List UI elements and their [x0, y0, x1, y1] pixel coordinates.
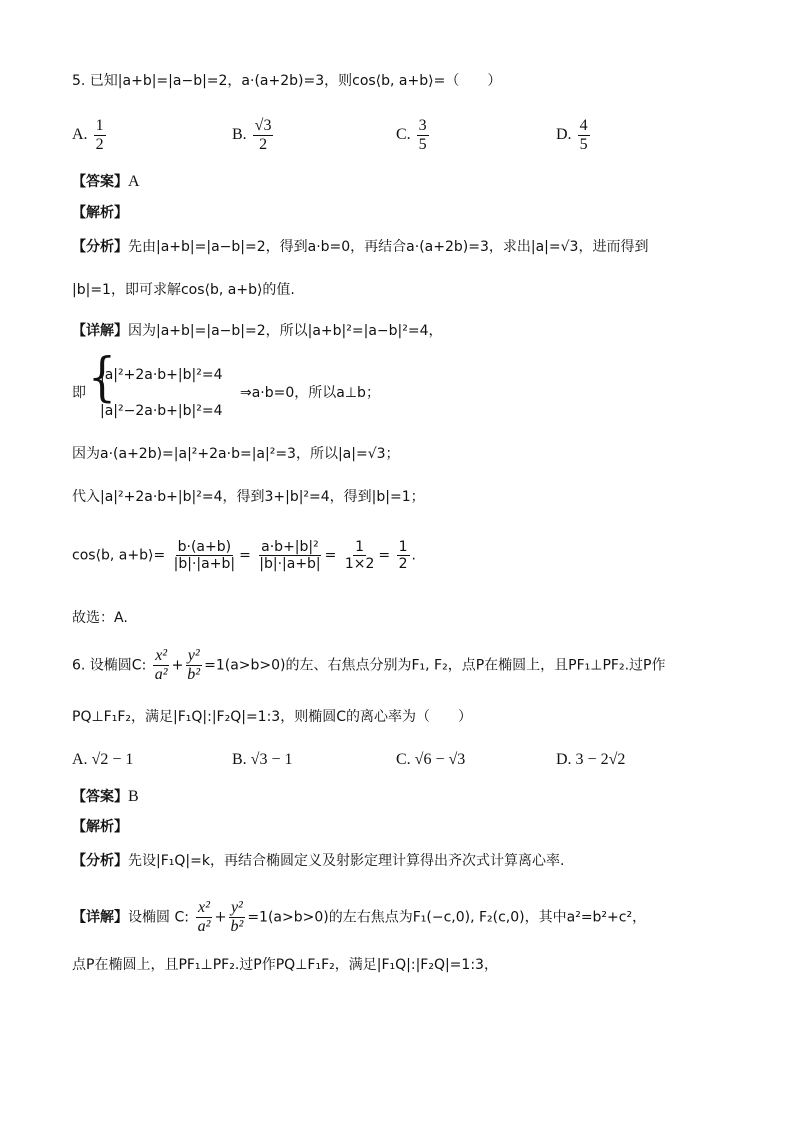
option-label: C.: [396, 126, 411, 144]
q6-option-b[interactable]: B. √3 − 1: [232, 751, 293, 768]
xiangjie-tag: 【详解】: [72, 909, 128, 926]
answer-value: B: [128, 788, 139, 805]
q6-stem-2: PQ⊥F₁F₂，满足|F₁Q|:|F₂Q|=1:3，则椭圆C的离心率为（ ）: [72, 709, 472, 725]
fraction-x2-a2: $\frac{\text{x²}}{\text{a²}}$: [154, 647, 168, 683]
fraction-y2-b2: $\frac{\text{y²}}{\text{b²}}$: [187, 647, 201, 683]
option-fraction: $\frac{√3}{2}$: [254, 117, 272, 153]
left-brace-glyph: {: [88, 346, 116, 408]
q6-option-a[interactable]: A. √2 − 1: [72, 751, 134, 768]
q5-option-c[interactable]: [396, 118, 431, 153]
q5-xiangjie-4: 代入|a|²+2a·b+|b|²=4，得到3+|b|²=4，得到|b|=1；: [72, 489, 425, 505]
q5-xiangjie-3: 因为a·(a+2b)=|a|²+2a·b=|a|²=3，所以|a|=√3；: [72, 446, 400, 462]
fenxi-text: 先设|F₁Q|=k，再结合椭圆定义及射影定理计算得出齐次式计算离心率.: [128, 853, 565, 869]
option-fraction: $\frac{1}{2}$: [95, 117, 104, 153]
q6-option-d[interactable]: D. 3 − 2√2: [556, 751, 626, 768]
q5-cosine-formula: cos⟨b, a+b⟩= $\frac{b\cdot(a+b)}{|b|\cdot|a+b|}$ = $\frac{\text{a·b+|b|²}}{|b|\cdot|a+b|}$ = $\frac{1}{1\times 2}$ = $\frac{1}{2}$ .: [72, 539, 416, 572]
q6-fenxi: [72, 854, 564, 869]
q6-stem-1: 6. 设椭圆C: $\frac{\text{x²}}{\text{a²}}$ + $\frac{\text{y²}}{\text{b²}}$ =1(a>b>0)的左、右焦点分别为F₁, F₂，点P在椭圆上，且PF₁⊥PF₂.过P作: [72, 647, 666, 683]
q5-fenxi-1: [72, 240, 648, 255]
xiangjie-text: 因为|a+b|=|a−b|=2，所以|a+b|²=|a−b|²=4，: [128, 323, 443, 339]
fenxi-tag: 【分析】: [72, 853, 128, 869]
option-label: B.: [232, 126, 247, 144]
q5-option-a[interactable]: [72, 118, 108, 153]
fraction-4: $\frac{1}{2}$: [398, 539, 408, 572]
q5-system-top: |a|²+2a·b+|b|²=4: [100, 367, 223, 383]
fenxi-text: 先由|a+b|=|a−b|=2，得到a·b=0，再结合a·(a+2b)=3，求出|a|=√3，进而得到: [128, 239, 649, 255]
fraction-y2-b2: $\frac{\text{y²}}{\text{b²}}$: [230, 899, 244, 935]
q6-xiangjie-1: 【详解】设椭圆 C: $\frac{\text{x²}}{\text{a²}}$ + $\frac{\text{y²}}{\text{b²}}$ =1(a>b>0)的左右焦点为F₁(−c,0), F₂(c,0)，其中a²=b²+c²，: [72, 899, 647, 935]
fraction-1: $\frac{b\cdot(a+b)}{|b|\cdot|a+b|}$: [173, 539, 236, 572]
option-fraction: $\frac{4}{5}$: [579, 117, 588, 153]
q6-option-c[interactable]: C. √6 − √3: [396, 751, 466, 768]
fraction-x2-a2: $\frac{\text{x²}}{\text{a²}}$: [197, 899, 211, 935]
q5-analysis-tag: 【解析】: [72, 205, 128, 221]
q6-answer: [72, 789, 139, 805]
fenxi-tag: 【分析】: [72, 239, 128, 255]
q5-option-d[interactable]: [556, 118, 592, 153]
fraction-3: $\frac{1}{1\times 2}$: [344, 539, 375, 572]
option-fraction: $\frac{3}{5}$: [418, 117, 427, 153]
q5-stem: 5. 已知|a+b|=|a−b|=2，a·(a+2b)=3，则cos⟨b, a+b⟩=（ ）: [72, 73, 502, 89]
q5-option-b[interactable]: [232, 118, 275, 153]
answer-value: A: [128, 173, 140, 190]
q5-fenxi-2: |b|=1，即可求解cos⟨b, a+b⟩的值.: [72, 282, 295, 298]
option-label: D.: [556, 126, 572, 144]
q5-system-prefix: 即: [72, 385, 86, 401]
answer-tag: 【答案】: [72, 174, 128, 190]
cos-lhs: cos⟨b, a+b⟩=: [72, 547, 166, 564]
q5-choose: 故选：A.: [72, 610, 128, 626]
q5-system-bottom: |a|²−2a·b+|b|²=4: [100, 403, 223, 419]
q5-answer: [72, 174, 140, 190]
q5-xiangjie-1: [72, 324, 442, 339]
q6-xiangjie-2: 点P在椭圆上，且PF₁⊥PF₂.过P作PQ⊥F₁F₂，满足|F₁Q|:|F₂Q|=1:3，: [72, 957, 498, 973]
answer-tag: 【答案】: [72, 789, 128, 805]
q6-analysis-tag: 【解析】: [72, 819, 128, 835]
xiangjie-tag: 【详解】: [72, 323, 128, 339]
option-label: A.: [72, 126, 88, 144]
q5-system-result: ⇒a·b=0，所以a⊥b；: [240, 385, 380, 401]
fraction-2: $\frac{\text{a·b+|b|²}}{|b|\cdot|a+b|}$: [259, 539, 321, 572]
